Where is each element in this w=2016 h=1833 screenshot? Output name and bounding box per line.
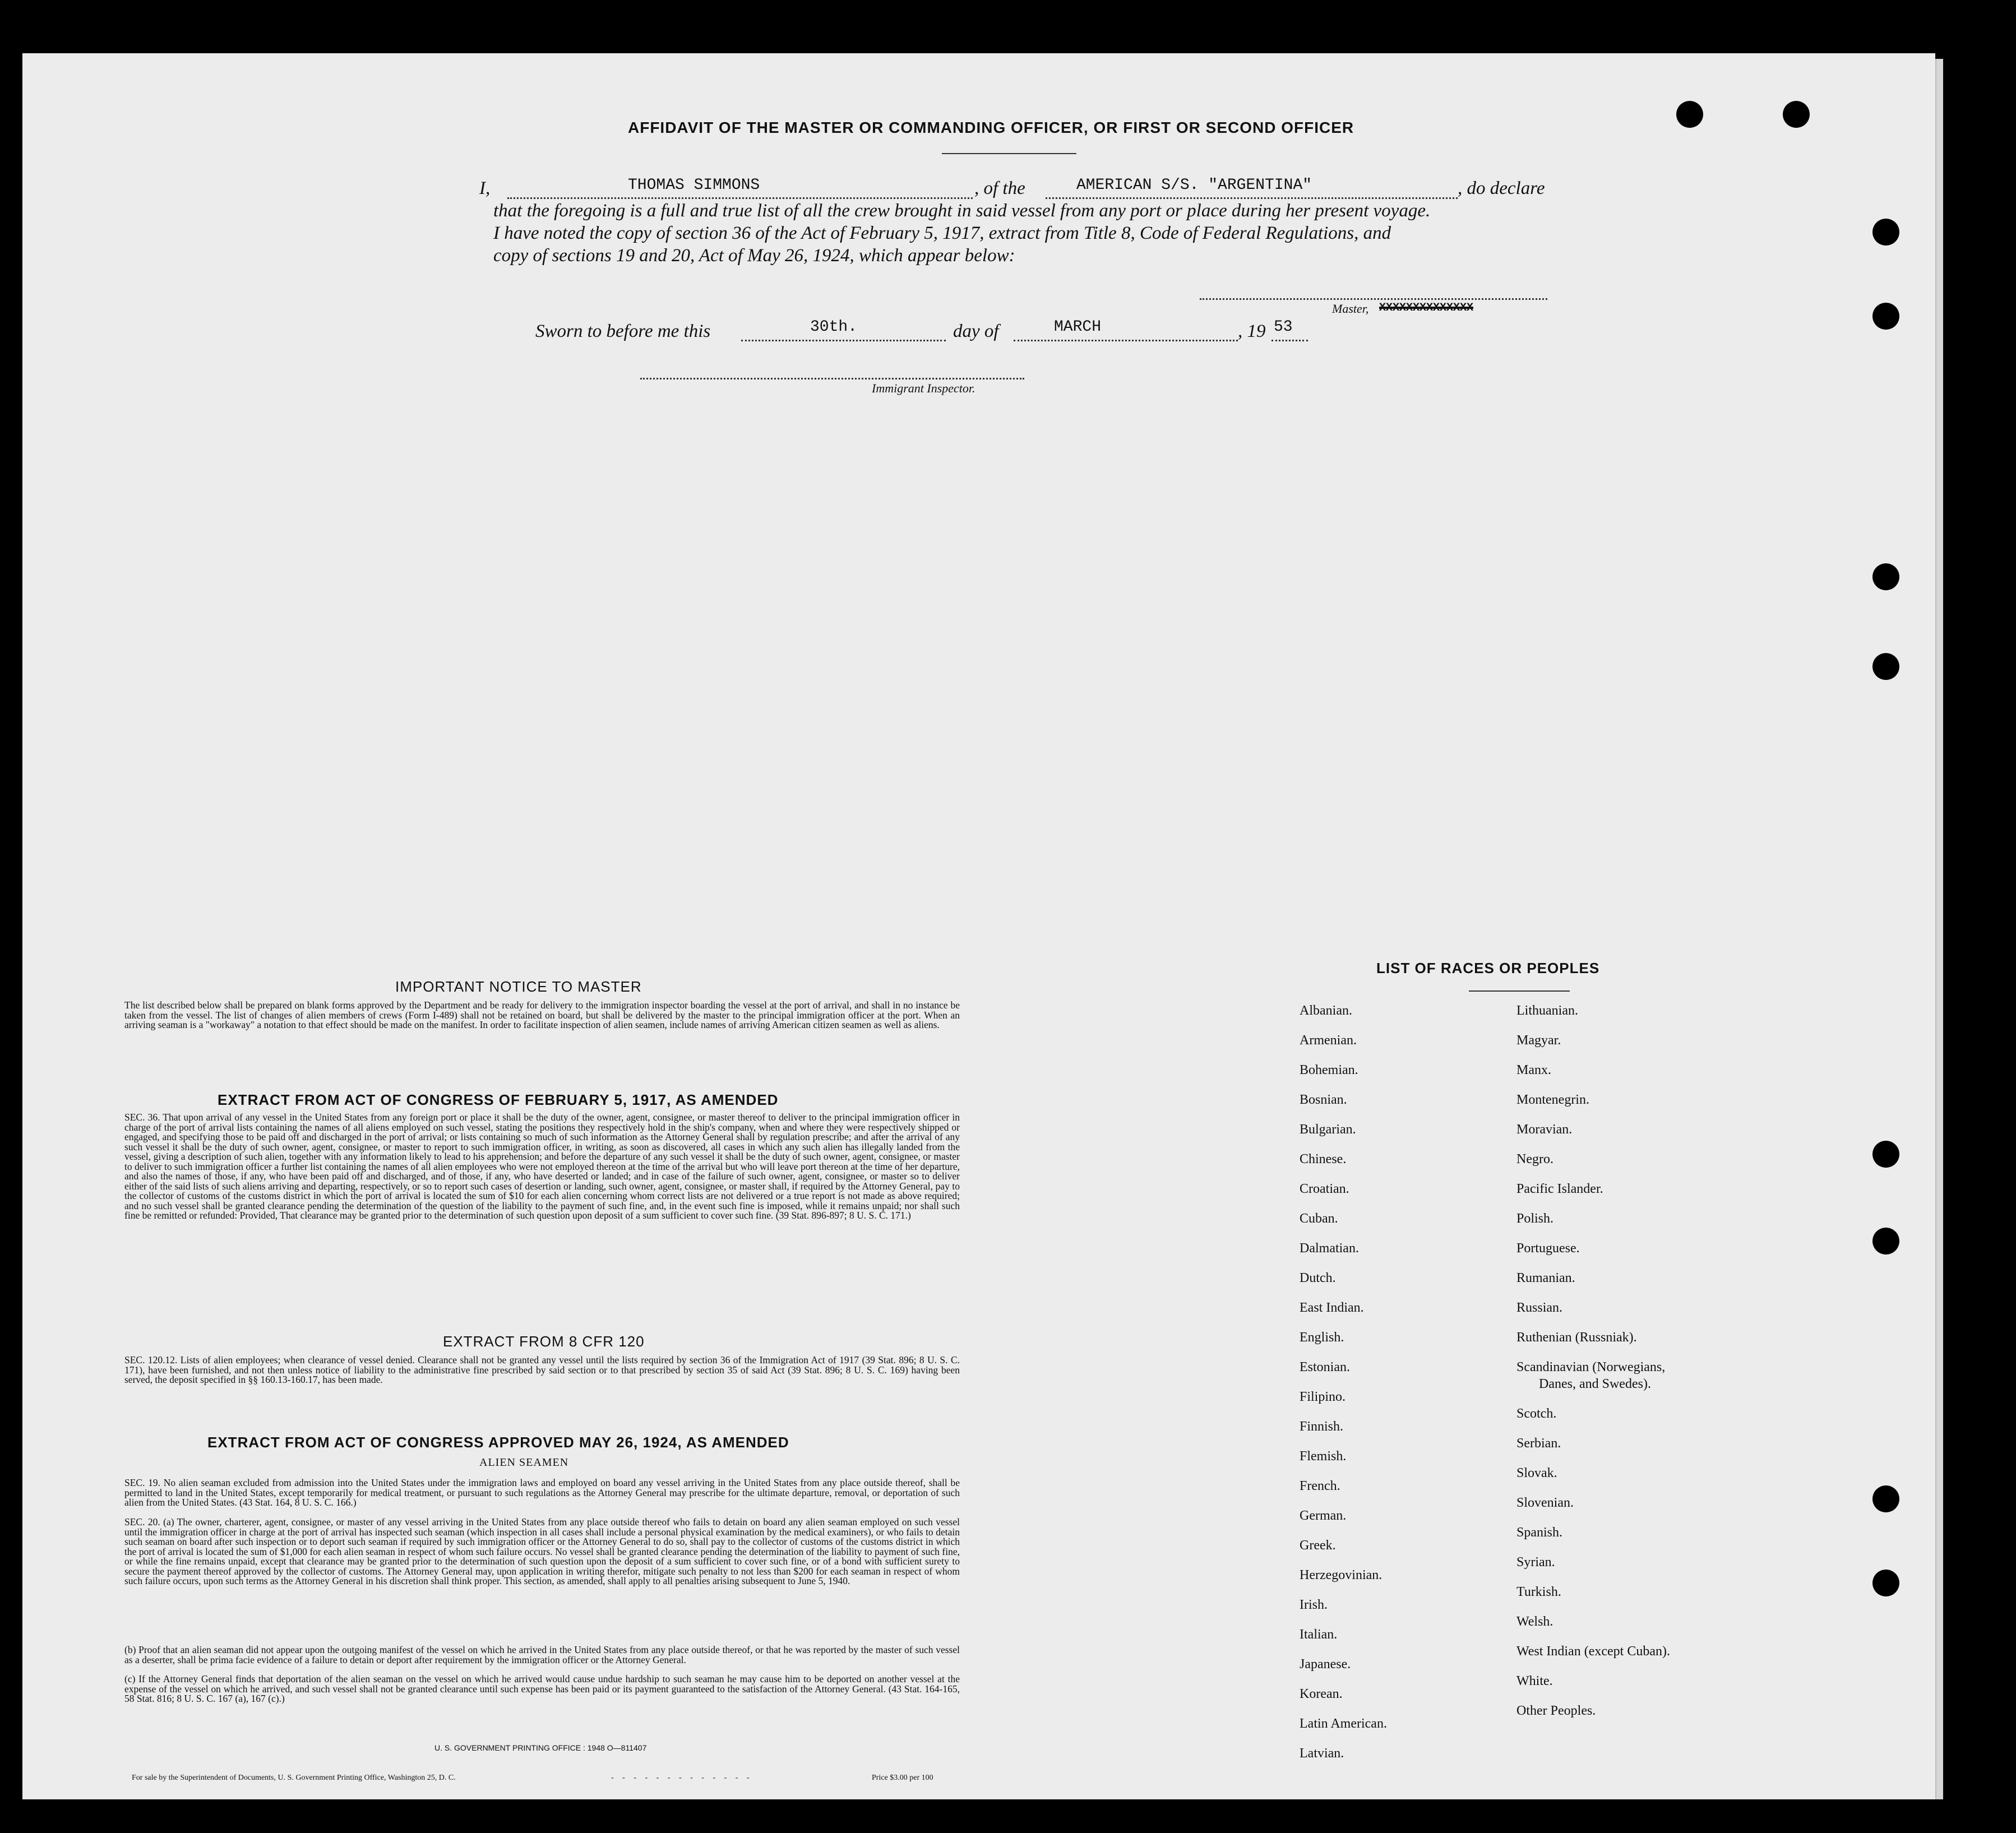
race-item: Armenian. — [1300, 1033, 1357, 1048]
race-item: Turkish. — [1516, 1585, 1561, 1599]
punch-hole — [1783, 101, 1810, 128]
year-prefix: , 19 — [1238, 321, 1266, 341]
punch-hole — [1872, 1485, 1899, 1512]
inspector-signature-line — [640, 365, 1024, 379]
sec-20b-text: (b) Proof that an alien seaman did not appear upon the outgoing manifest of the vessel on which he arrived in the United States from any place outside thereof, or that he was reported by the master of such vessel as a deserter, shall be prima facie evidence of a failure to detain or deport after requirement by the immigration officer or the Attorney General. — [124, 1644, 960, 1665]
extract-1917-title: EXTRACT FROM ACT OF CONGRESS OF FEBRUARY 5, 1917, AS AMENDED — [218, 1091, 779, 1108]
notice-text: The list described below shall be prepared on blank forms approved by the Department and be ready for delivery to the immigration inspector boarding the vessel at the port of arrival, and shall in no instance be taken from the vessel. The list of changes of alien members of crews (Form I-489) shall not be retained on board, but shall be delivered by the master to the principal immigration officer at the port. When an arriving seaman is a "workaway" a notation to that effect should be made on the manifest. In order to facilitate inspection of alien seamen, include names of arriving American citizen seamen as well as aliens. — [124, 999, 960, 1030]
race-item: Montenegrin. — [1516, 1093, 1589, 1107]
race-item: Herzegovinian. — [1300, 1568, 1382, 1582]
punch-hole — [1872, 1141, 1899, 1168]
race-item: Scandinavian (Norwegians, — [1516, 1360, 1666, 1374]
punch-hole — [1676, 101, 1703, 128]
punch-hole — [1872, 303, 1899, 330]
race-item: Russian. — [1516, 1300, 1563, 1315]
day-of-label: day of — [953, 321, 999, 341]
affidavit-title: AFFIDAVIT OF THE MASTER OR COMMANDING OFFICER, OR FIRST OR SECOND OFFICER — [628, 119, 1354, 136]
master-label: Master, — [1332, 302, 1369, 316]
extract-1917-text: SEC. 36. That upon arrival of any vessel in the United States from any foreign port or place it shall be the duty of the owner, agent, consignee, or master thereof to deliver to the principal immigration officer in charge of the port of arrival lists containing the names of all aliens employed on such vessel, stating the positions they respectively hold in the ship's company, when and where they were respectively shipped or engaged, and specifying those to be paid off and discharged in the port of arrival; or lists containing so much of such information as the Attorney General shall by regulation prescribe; and after the arrival of any such vessel it shall be the duty of such owner, agent, consignee, or master to report to such immigration officer, in writing, as soon as discovered, all cases in which any such alien has illegally landed from the vessel, giving a description of such alien, together with any information likely to lead to his apprehension; and before the departure of any such vessel it shall be the duty of such owner, agent, consignee, or master to deliver to such immigration officer a further list containing the names of all alien employees who were not employed thereon at the time of the arrival but who will leave port thereon at the time of her departure, and also the names of those, if any, who have been paid off and discharged, and of those, if any, who have deserted or landed; and in case of the failure of such owner, agent, consignee, or master so to deliver either of the said lists of such aliens arriving and departing, respectively, or so to report such cases of desertion or landing, such owner, agent, consignee, or master shall, if required by the Attorney General, pay to the collector of customs of the customs district in which the port of arrival is located the sum of $10 for each alien concerning whom correct lists are not delivered or a true report is not made as above required; and no such vessel shall be granted clearance pending the determination of the question of the liability to the payment of such fine, and, in the event such fine is imposed, while it remains unpaid; nor shall such fine be remitted or refunded: Provided, That clearance may be granted prior to the determination of such question upon deposit of a sum sufficient to cover such fine. (39 Stat. 896-897; 8 U. S. C. 171.) — [124, 1112, 960, 1221]
race-item: Cuban. — [1300, 1211, 1338, 1226]
race-item: Flemish. — [1300, 1449, 1347, 1464]
race-item: Albanian. — [1300, 1003, 1352, 1018]
extract-8cfr-text: SEC. 120.12. Lists of alien employees; when clearance of vessel denied. Clearance shall not be granted any vessel until the lists required by section 36 of the Immigration Act of 1917 (39 Stat. 896; 8 U. S. C. 171), have been furnished, and not then unless notice of liability to the administrative fine prescribed by said section or to that prescribed by section 35 of said Act (39 Stat. 896; 8 U. S. C. 169) having been served, the deposit specified in §§ 160.13-160.17, has been made. — [124, 1354, 960, 1385]
punch-hole — [1872, 1228, 1899, 1255]
race-item: Filipino. — [1300, 1390, 1346, 1404]
race-item: Dutch. — [1300, 1271, 1336, 1285]
race-item: Negro. — [1516, 1152, 1553, 1167]
race-item: French. — [1300, 1479, 1340, 1493]
race-item: English. — [1300, 1330, 1344, 1345]
race-item: Manx. — [1516, 1063, 1551, 1077]
sec-19-text: SEC. 19. No alien seaman excluded from admission into the United States under the immigration laws and employed on board any vessel arriving in the United States from any place outside thereof, shall be permitted to land in the United States, except temporarily for medical treatment, or pursuant to such regulations as the Attorney General may prescribe for the ultimate departure, removal, or deportation of such alien from the United States. (43 Stat. 164, 8 U. S. C. 166.) — [124, 1477, 960, 1508]
affidavit-line-4: copy of sections 19 and 20, Act of May 26, 1924, which appear below: — [493, 246, 1015, 266]
vessel-name: AMERICAN S/S. "ARGENTINA" — [1076, 177, 1312, 194]
sheet-edge — [1935, 59, 1943, 1799]
race-item: Danes, and Swedes). — [1539, 1377, 1651, 1391]
title-rule — [942, 153, 1076, 154]
race-item: Bohemian. — [1300, 1063, 1358, 1077]
punch-hole — [1872, 1570, 1899, 1596]
race-item: Slovenian. — [1516, 1496, 1574, 1510]
punch-hole — [1872, 219, 1899, 246]
notice-title: IMPORTANT NOTICE TO MASTER — [395, 978, 642, 995]
sec-20a-text: SEC. 20. (a) The owner, charterer, agent, consignee, or master of any vessel arriving in the United States from any place outside thereof who fails to detain on board any alien seaman employed on such vessel until the immigration officer in charge at the port of arrival has inspected such seaman (which inspection in all cases shall include a personal physical examination by the medical examiners), or who fails to detain such seaman on board after such inspection or to deport such seaman if required by such immigration officer or the Attorney General to do so, shall pay to the collector of customs of the customs district in which the port of arrival is located the sum of $1,000 for each alien seaman in respect of whom such failure occurs. No vessel shall be granted clearance pending the determination of the liability to payment of such fine, or while the fine remains unpaid, except that clearance may be granted prior to the determination of such question upon the deposit of a sum sufficient to cover such fine, or of a bond with sufficient surety to secure the payment thereof approved by the collector of customs. The Attorney General may, upon application in writing therefor, mitigate such penalty to not less than $200 for each seaman in respect of whom such failure occurs, upon such terms as the Attorney General in his discretion shall think proper. This section, as amended, shall apply to all penalties arising subsequent to June 5, 1940. — [124, 1516, 960, 1586]
master-signature-line — [1200, 286, 1547, 300]
race-item: Lithuanian. — [1516, 1003, 1578, 1018]
race-item: Spanish. — [1516, 1525, 1563, 1540]
race-item: Latin American. — [1300, 1716, 1387, 1731]
gpo-line: U. S. GOVERNMENT PRINTING OFFICE : 1948 O—811407 — [434, 1743, 647, 1752]
race-item: Other Peoples. — [1516, 1704, 1596, 1718]
inspector-label: Immigrant Inspector. — [872, 381, 975, 395]
do-declare-label: , do declare — [1458, 178, 1545, 198]
affidavit-line-2: that the foregoing is a full and true list of all the crew brought in said vessel from any port or place during her present voyage. — [493, 201, 1431, 221]
sworn-year: 53 — [1274, 318, 1293, 336]
of-the-label: , of the — [974, 178, 1025, 198]
race-item: Japanese. — [1300, 1657, 1351, 1672]
footer-dashes: - - - - - - - - - - - - - — [611, 1774, 753, 1782]
race-item: Chinese. — [1300, 1152, 1347, 1167]
race-item: Italian. — [1300, 1627, 1338, 1642]
race-item: Dalmatian. — [1300, 1241, 1359, 1256]
alien-seamen-subtitle: ALIEN SEAMEN — [479, 1456, 569, 1469]
race-item: Scotch. — [1516, 1406, 1557, 1421]
punch-hole — [1872, 653, 1899, 680]
sworn-month: MARCH — [1054, 318, 1102, 336]
race-item: White. — [1516, 1674, 1553, 1688]
master-name: THOMAS SIMMONS — [628, 177, 760, 194]
race-item: Bulgarian. — [1300, 1122, 1356, 1137]
race-item: Welsh. — [1516, 1614, 1553, 1629]
sec-20c-text: (c) If the Attorney General finds that deportation of the alien seaman on the vessel on which he arrived would cause undue hardship to such seaman he may cause him to be deported on another vessel at the expense of the vessel on which he arrived, and such vessel shall not be granted clearance until such expense has been paid or its payment guaranteed to the satisfaction of the Attorney General. (43 Stat. 164-165, 58 Stat. 816; 8 U. S. C. 167 (a), 167 (c).) — [124, 1673, 960, 1704]
race-item: Slovak. — [1516, 1466, 1557, 1480]
races-title-rule — [1469, 990, 1570, 992]
sworn-label: Sworn to before me this — [535, 321, 711, 341]
master-struck-text: XXXXXXXXXXXXXX — [1379, 302, 1474, 314]
month-field — [1014, 322, 1238, 341]
race-item: Polish. — [1516, 1211, 1554, 1226]
footer-sale-text: For sale by the Superintendent of Documents, U. S. Government Printing Office, Washington 25, D. C. — [132, 1774, 456, 1782]
race-item: Latvian. — [1300, 1746, 1344, 1761]
race-item: East Indian. — [1300, 1300, 1364, 1315]
race-item: Moravian. — [1516, 1122, 1573, 1137]
race-item: Syrian. — [1516, 1555, 1555, 1570]
race-item: Croatian. — [1300, 1182, 1349, 1196]
race-item: German. — [1300, 1508, 1347, 1523]
footer-price: Price $3.00 per 100 — [872, 1774, 933, 1782]
race-item: West Indian (except Cuban). — [1516, 1644, 1670, 1659]
extract-1924-title: EXTRACT FROM ACT OF CONGRESS APPROVED MAY 26, 1924, AS AMENDED — [207, 1434, 789, 1451]
race-item: Portuguese. — [1516, 1241, 1580, 1256]
race-item: Finnish. — [1300, 1419, 1344, 1434]
races-title: LIST OF RACES OR PEOPLES — [1376, 960, 1600, 976]
extract-8cfr-title: EXTRACT FROM 8 CFR 120 — [443, 1333, 645, 1350]
affidavit-i: I, — [479, 178, 491, 198]
sworn-day: 30th. — [810, 318, 858, 336]
punch-hole — [1872, 563, 1899, 590]
race-item: Pacific Islander. — [1516, 1182, 1603, 1196]
race-item: Serbian. — [1516, 1436, 1561, 1451]
race-item: Korean. — [1300, 1687, 1343, 1701]
affidavit-line-3: I have noted the copy of section 36 of the Act of February 5, 1917, extract from Title 8, Code of Federal Regulations, and — [493, 223, 1391, 243]
race-item: Greek. — [1300, 1538, 1336, 1553]
race-item: Bosnian. — [1300, 1093, 1347, 1107]
race-item: Magyar. — [1516, 1033, 1561, 1048]
race-item: Rumanian. — [1516, 1271, 1575, 1285]
race-item: Estonian. — [1300, 1360, 1350, 1374]
race-item: Ruthenian (Russniak). — [1516, 1330, 1637, 1345]
race-item: Irish. — [1300, 1598, 1328, 1612]
